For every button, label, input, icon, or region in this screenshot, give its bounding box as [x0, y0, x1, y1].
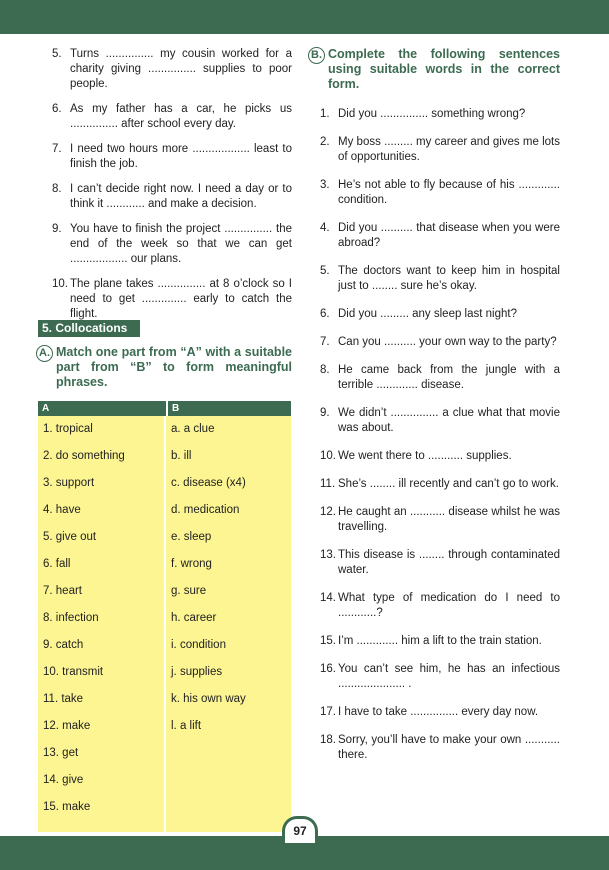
matching-table [38, 401, 291, 832]
column-b-item: f. wrong [171, 558, 212, 570]
matching-table-header [38, 401, 291, 416]
sentence-item: 14. What type of medication do I need to ............? [320, 592, 560, 619]
task-a-instruction: A. Match one part from “A” with a suitable part from “B” to form meaningful phrases. [56, 345, 292, 390]
sentence-item: 18. Sorry, you’ll have to make your own ........... there. [320, 734, 560, 761]
top-banner [0, 0, 609, 34]
column-b-item: i. condition [171, 639, 226, 651]
column-a-item: 7. heart [43, 585, 82, 597]
task-b-badge: B. [308, 47, 325, 64]
section-title-collocations: 5. Collocations [38, 320, 140, 337]
column-b-item: k. his own way [171, 693, 246, 705]
column-b-item: g. sure [171, 585, 207, 597]
column-b [166, 416, 291, 832]
column-a-header: A [38, 401, 168, 416]
column-b-item: d. medication [171, 504, 240, 516]
sentence-item: 3. He’s not able to fly because of his ............. condition. [320, 179, 560, 206]
exercise-item: 6. As my father has a car, he picks us ............... after school every day. [52, 103, 292, 130]
column-a-item: 12. make [43, 720, 91, 732]
column-b-item: a. a clue [171, 423, 215, 435]
sentence-item: 12. He caught an ........... disease whilst he was travelling. [320, 506, 560, 533]
sentence-item: 2. My boss ......... my career and gives me lots of opportunities. [320, 136, 560, 163]
left-exercise-list [52, 47, 292, 332]
task-b-instruction: B. Complete the following sentences using suitable words in the correct form. [328, 47, 560, 92]
sentence-item: 6. Did you ......... any sleep last night? [320, 308, 517, 320]
column-a-item: 10. transmit [43, 666, 104, 678]
column-b-item: l. a lift [171, 720, 202, 732]
column-b-item: b. ill [171, 450, 192, 462]
column-b-item: c. disease (x4) [171, 477, 246, 489]
sentence-item: 17. I have to take ............... every day now. [320, 706, 539, 718]
sentence-item: 8. He came back from the jungle with a terrible ............. disease. [320, 364, 560, 391]
sentence-item: 7. Can you .......... your own way to the party? [320, 336, 557, 348]
column-a-item: 15. make [43, 801, 91, 813]
exercise-item: 8. I can’t decide right now. I need a day or to think it ............ and make a decision. [52, 183, 292, 210]
column-b-item: h. career [171, 612, 217, 624]
exercise-item: 10. The plane takes ............... at 8 o’clock so I need to get .............. early to catch the flight. [52, 278, 292, 320]
column-a-item: 11. take [43, 693, 84, 705]
column-a-item: 3. support [43, 477, 95, 489]
column-b-header: B [172, 403, 180, 414]
column-a-item: 8. infection [43, 612, 99, 624]
column-a-item: 5. give out [43, 531, 97, 543]
column-a-item: 13. get [43, 747, 79, 759]
column-a-item: 1. tropical [43, 423, 93, 435]
column-a-item: 4. have [43, 504, 81, 516]
task-a-badge: A. [36, 345, 53, 362]
column-a-item: 6. fall [43, 558, 71, 570]
column-b-item: j. supplies [171, 666, 223, 678]
column-a-item: 2. do something [43, 450, 125, 462]
column-a-item: 14. give [43, 774, 84, 786]
exercise-item: 7. I need two hours more .................. least to finish the job. [52, 143, 292, 170]
sentence-item: 15. I’m ............. him a lift to the train station. [320, 635, 542, 647]
sentence-item: 4. Did you .......... that disease when you were abroad? [320, 222, 560, 249]
sentence-item: 16. You can’t see him, he has an infectious ..................... . [320, 663, 560, 690]
page-number: 97 [282, 816, 318, 843]
sentence-item: 10. We went there to ........... supplies. [320, 450, 512, 462]
column-a-item: 9. catch [43, 639, 84, 651]
exercise-item: 9. You have to finish the project ............... the end of the week so that we can get .................. our plans. [52, 223, 292, 265]
sentence-item: 5. The doctors want to keep him in hospital just to ........ sure he’s okay. [320, 265, 560, 292]
exercise-item: 5. Turns ............... my cousin worked for a charity giving ............... supplies to poor people. [52, 48, 292, 90]
sentence-item: 11. She’s ........ ill recently and can’t go to work. [320, 478, 559, 490]
sentence-item: 9. We didn’t ............... a clue what that movie was about. [320, 407, 560, 434]
task-b-sentence-list [320, 107, 560, 776]
sentence-item: 1. Did you ............... something wrong? [320, 108, 526, 120]
sentence-item: 13. This disease is ........ through contaminated water. [320, 549, 560, 576]
column-a [38, 416, 164, 832]
column-b-item: e. sleep [171, 531, 212, 543]
